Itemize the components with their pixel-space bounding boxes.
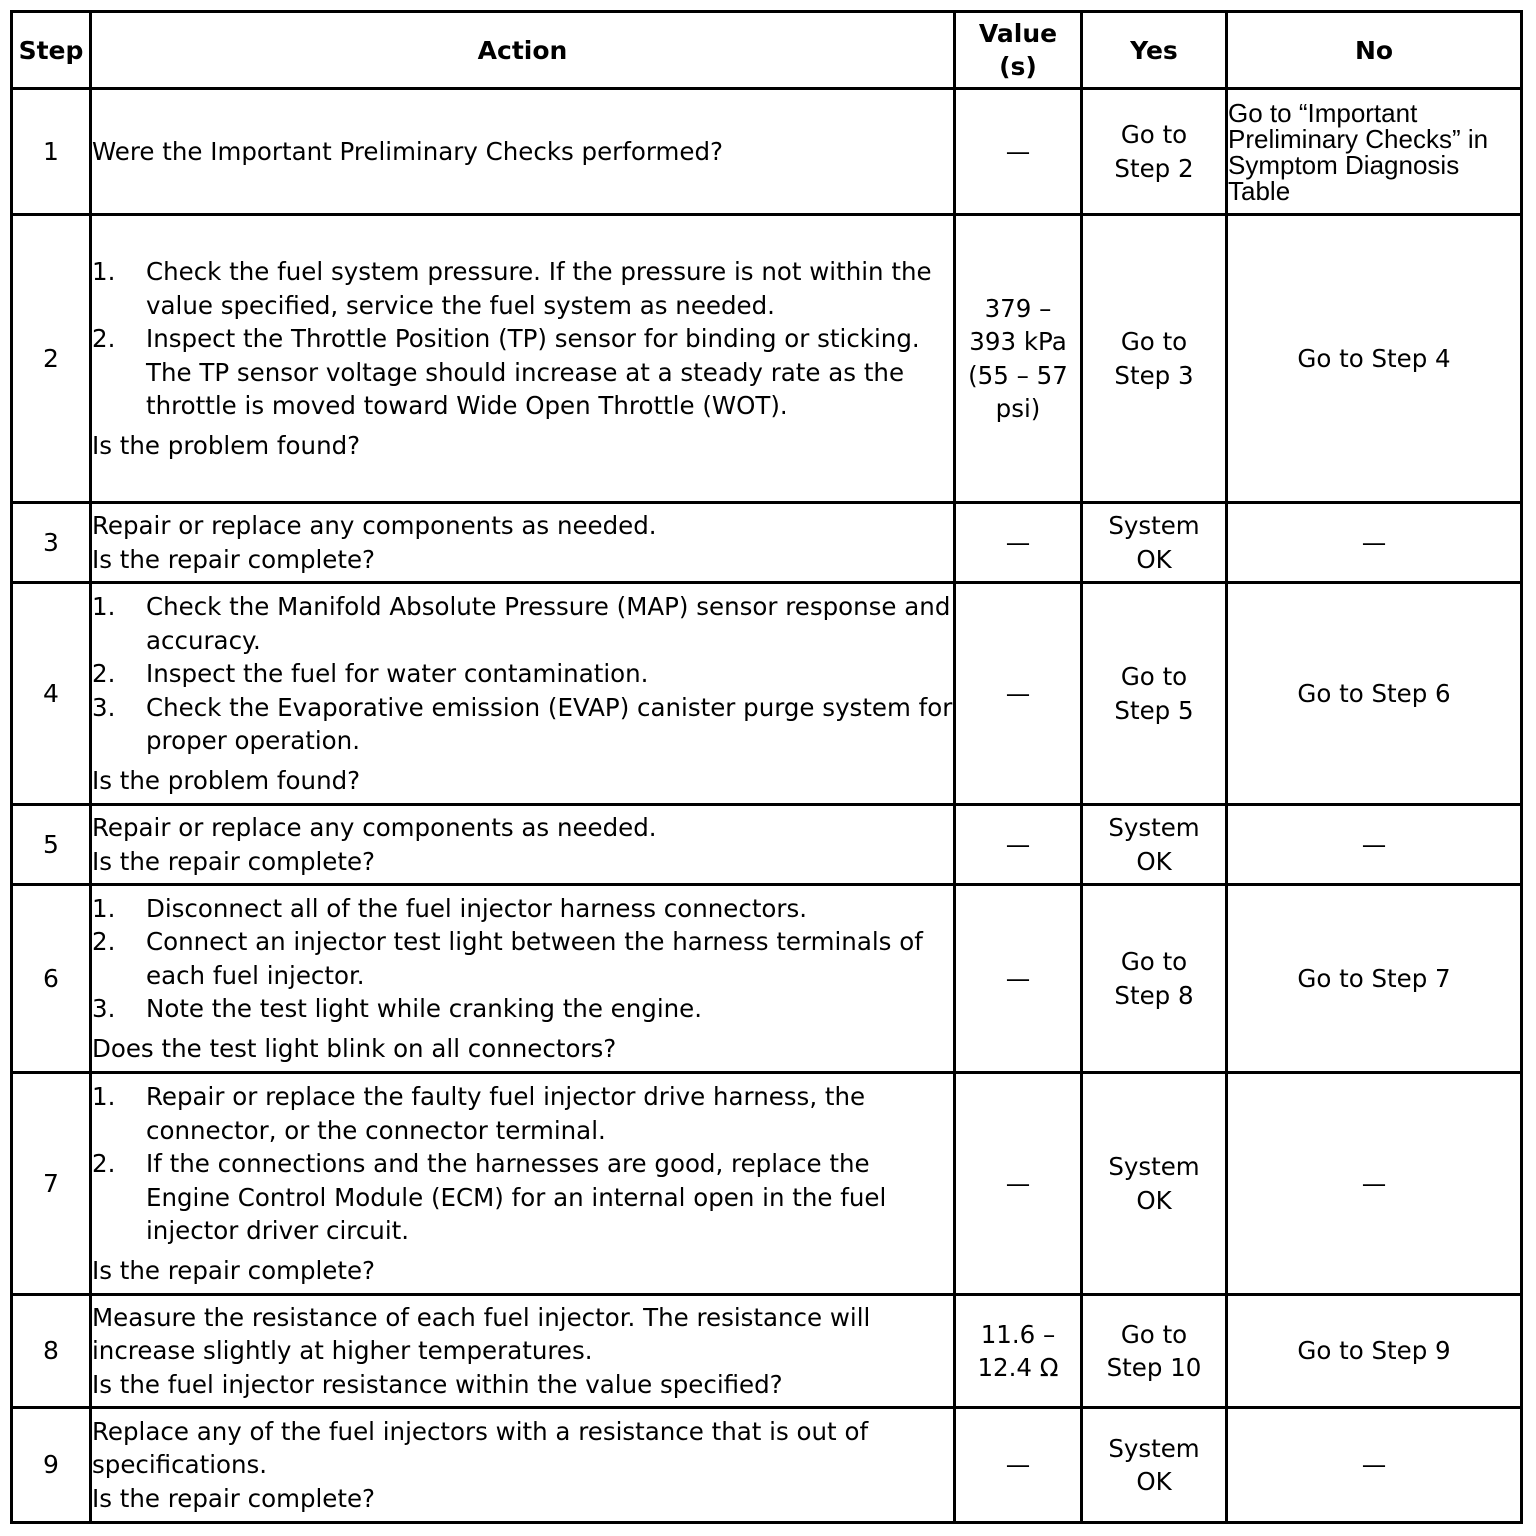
- action-cell: [91, 1073, 955, 1295]
- action-item: 1. Check the fuel system pressure. If the pressure is not within the value specified, service the fuel system as needed.: [92, 257, 932, 320]
- no-cell: Go to Step 7: [1227, 885, 1522, 1073]
- action-text: Were the Important Preliminary Checks performed?: [92, 136, 724, 166]
- step-number: 1: [12, 89, 91, 215]
- yes-cell: Go to Step 5: [1082, 583, 1227, 805]
- no-cell: Go to Step 6: [1227, 583, 1522, 805]
- header-step: Step: [12, 12, 91, 89]
- action-question: Does the test light blink on all connectors?: [92, 1033, 617, 1063]
- no-cell: Go to Step 4: [1227, 215, 1522, 503]
- action-item: 1. Disconnect all of the fuel injector harness connectors.: [92, 893, 808, 923]
- action-cell: [91, 885, 955, 1073]
- action-list: [92, 1080, 953, 1248]
- value-cell: —: [955, 1073, 1082, 1295]
- action-question: Is the repair complete?: [92, 1255, 376, 1285]
- action-cell: [91, 805, 955, 885]
- table-row: [12, 885, 1522, 1073]
- yes-cell: System OK: [1082, 805, 1227, 885]
- action-line: Measure the resistance of each fuel injector. The resistance will increase slightly at higher temperatures.: [92, 1302, 871, 1366]
- table-row: [12, 1408, 1522, 1523]
- step-number: 6: [12, 885, 91, 1073]
- action-question: Is the fuel injector resistance within the value specified?: [92, 1369, 783, 1399]
- header-yes: Yes: [1082, 12, 1227, 89]
- value-cell: —: [955, 503, 1082, 583]
- value-cell: —: [955, 583, 1082, 805]
- table-row: [12, 583, 1522, 805]
- step-number: 8: [12, 1295, 91, 1408]
- header-action: Action: [91, 12, 955, 89]
- action-question: Is the repair complete?: [92, 1483, 376, 1513]
- action-list: [92, 255, 953, 423]
- table-row: [12, 1295, 1522, 1408]
- value-cell: 11.6 – 12.4 Ω: [955, 1295, 1082, 1408]
- no-cell: Go to Step 9: [1227, 1295, 1522, 1408]
- value-cell: —: [955, 1408, 1082, 1523]
- yes-cell: Go to Step 10: [1082, 1295, 1227, 1408]
- action-item: 1. Check the Manifold Absolute Pressure (MAP) sensor response and accuracy.: [92, 592, 951, 655]
- step-number: 3: [12, 503, 91, 583]
- no-cell: —: [1227, 1073, 1522, 1295]
- action-item: 2. Connect an injector test light between the harness terminals of each fuel injector.: [92, 927, 923, 990]
- yes-cell: Go to Step 3: [1082, 215, 1227, 503]
- action-item: 2. If the connections and the harnesses are good, replace the Engine Control Module (ECM) for an internal open in the fuel injector driver circuit.: [92, 1149, 887, 1245]
- header-value: Value (s): [955, 12, 1082, 89]
- action-question: Is the problem found?: [92, 430, 361, 460]
- header-row: [12, 12, 1522, 89]
- action-item: 2. Inspect the fuel for water contamination.: [92, 659, 649, 688]
- action-cell: [91, 89, 955, 215]
- action-cell: [91, 503, 955, 583]
- no-cell: —: [1227, 503, 1522, 583]
- action-list: [92, 892, 953, 1026]
- no-cell: —: [1227, 805, 1522, 885]
- step-number: 9: [12, 1408, 91, 1523]
- table-row: [12, 1073, 1522, 1295]
- yes-cell: System OK: [1082, 1073, 1227, 1295]
- action-line: Repair or replace any components as needed.: [92, 511, 657, 540]
- yes-cell: System OK: [1082, 503, 1227, 583]
- action-cell: [91, 1408, 955, 1523]
- action-question: Is the repair complete?: [92, 544, 376, 574]
- yes-cell: Go to Step 2: [1082, 89, 1227, 215]
- action-item: 1. Repair or replace the faulty fuel injector drive harness, the connector, or the connector terminal.: [92, 1082, 866, 1145]
- action-line: Repair or replace any components as needed.: [92, 813, 657, 842]
- action-cell: [91, 215, 955, 503]
- action-cell: [91, 1295, 955, 1408]
- action-cell: [91, 583, 955, 805]
- value-cell: —: [955, 805, 1082, 885]
- action-question: Is the repair complete?: [92, 846, 376, 876]
- step-number: 5: [12, 805, 91, 885]
- action-item: 2. Inspect the Throttle Position (TP) sensor for binding or sticking. The TP sensor voltage should increase at a steady rate as the throttle is moved toward Wide Open Throttle (WOT).: [92, 324, 920, 420]
- value-cell: —: [955, 89, 1082, 215]
- yes-cell: System OK: [1082, 1408, 1227, 1523]
- no-cell: Go to “Important Preliminary Checks” in Symptom Diagnosis Table: [1227, 89, 1522, 215]
- action-item: 3. Note the test light while cranking the engine.: [92, 994, 703, 1024]
- yes-cell: Go to Step 8: [1082, 885, 1227, 1073]
- step-number: 2: [12, 215, 91, 503]
- action-question: Is the problem found?: [92, 765, 361, 795]
- step-number: 7: [12, 1073, 91, 1295]
- action-list: [92, 590, 953, 758]
- table-row: [12, 503, 1522, 583]
- action-line: Replace any of the fuel injectors with a resistance that is out of specifications.: [92, 1416, 869, 1480]
- diagnostic-table: [10, 10, 1523, 1524]
- header-no: No: [1227, 12, 1522, 89]
- table-row: [12, 89, 1522, 215]
- value-cell: —: [955, 885, 1082, 1073]
- no-cell: —: [1227, 1408, 1522, 1523]
- value-cell: 379 – 393 kPa (55 – 57 psi): [955, 215, 1082, 503]
- table-row: [12, 805, 1522, 885]
- step-number: 4: [12, 583, 91, 805]
- table-row: [12, 215, 1522, 503]
- action-item: 3. Check the Evaporative emission (EVAP) canister purge system for proper operation.: [92, 692, 953, 755]
